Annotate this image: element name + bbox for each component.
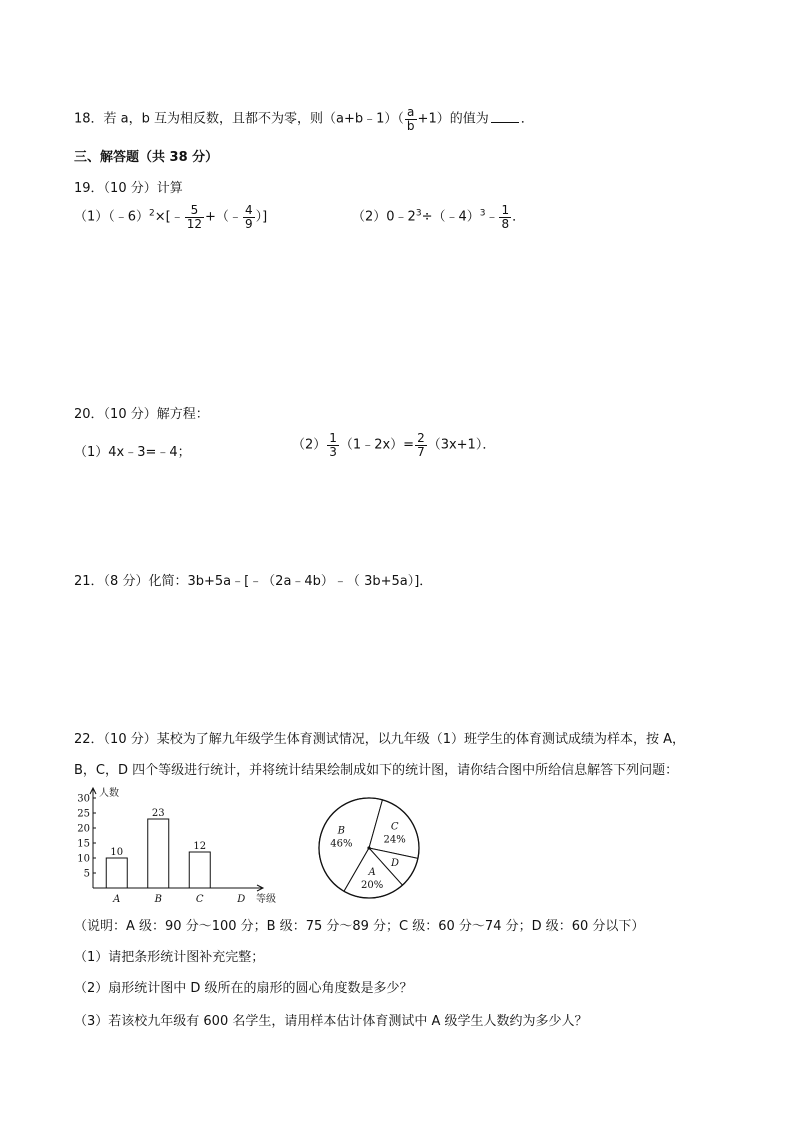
q19-p2-text-d: ．	[512, 209, 526, 225]
q19-p1-f2-num: 4	[244, 203, 253, 217]
q18-fraction	[405, 106, 417, 132]
q22-sub3: （3）若该校九年级有 600 名学生，请用样本估计体育测试中 A 级学生人数约为多少人？	[74, 1014, 588, 1029]
pie-chart	[312, 788, 432, 908]
q20-p2-text-a: （2）	[292, 437, 327, 453]
q19-p2-exponent-1: 3	[415, 208, 422, 219]
q18-line	[74, 106, 534, 132]
x-tick-label-C: C	[195, 894, 204, 905]
q19-p2-text-c: ﹣	[485, 209, 499, 225]
x-axis-label: 等级	[256, 894, 276, 905]
q22-sub1: （1）请把条形统计图补充完整；	[74, 950, 265, 965]
q20-p2-f2-num: 2	[417, 431, 425, 445]
q19-p2-text-a: （2）0﹣2	[352, 209, 416, 225]
x-tick-label-B: B	[154, 894, 162, 905]
bar-chart	[70, 785, 290, 910]
q21-line: 21．（8 分）化简：3b+5a﹣[﹣（2a﹣4b）﹣（ 3b+5a）]．	[74, 574, 433, 589]
bar-data-label-C: 12	[193, 841, 207, 852]
q18-number: 18．	[74, 111, 104, 127]
q19-p1-fraction-2	[243, 204, 255, 230]
y-tick-label: 15	[77, 838, 90, 850]
q22-sub2: （2）扇形统计图中 D 级所在的扇形的圆心角度数是多少？	[74, 981, 413, 996]
y-axis-label: 人数	[99, 788, 119, 799]
q19-header: 19．（10 分）计算	[74, 181, 183, 196]
section3-title: 三、解答题（共 38 分）	[74, 150, 219, 165]
pie-label-A: A	[368, 866, 376, 878]
q20-p2-f2-den: 7	[417, 444, 425, 459]
q20-p2-text-b: （1﹣2x）=	[339, 437, 415, 453]
q19-p2-fraction	[499, 204, 511, 230]
q19-p2-exponent-2: 3	[479, 208, 486, 219]
pie-label-C: C	[390, 821, 399, 833]
q20-p2-f1-den: 3	[329, 444, 337, 459]
q18-frac-num: a	[405, 106, 417, 120]
q18-text-b: +1）的值为	[417, 111, 489, 127]
q19-p1-exponent: 2	[149, 208, 155, 219]
y-tick-label: 10	[77, 853, 90, 865]
q19-p1-text-a: （1）（﹣6）	[74, 209, 150, 225]
q22-note: （说明：A 级：90 分～100 分；B 级：75 分～89 分；C 级：60 分～74 分；D 级：60 分以下）	[74, 919, 645, 934]
pie-label-B: B	[337, 825, 346, 837]
bar-C	[189, 852, 210, 888]
q19-p1-fraction-1	[185, 204, 204, 230]
q19-p1-text-d: ）]	[255, 209, 268, 225]
q20-header: 20．（10 分）解方程：	[74, 407, 209, 422]
q19-part2	[352, 204, 525, 230]
bar-data-label-B: 23	[151, 808, 165, 819]
q18-text-a: 若 a，b 互为相反数，且都不为零，则（a+b﹣1）（	[103, 111, 404, 127]
x-tick-label-D: D	[237, 894, 246, 905]
q19-p1-text-b: ×[﹣	[154, 209, 184, 225]
q22-line1: 22．（10 分）某校为了解九年级学生体育测试情况，以九年级（1）班学生的体育测试成绩为样本，按 A，	[74, 732, 686, 747]
y-tick-label: 20	[77, 823, 90, 835]
q18-text-c: ．	[520, 111, 534, 127]
q20-part1: （1）4x﹣3=﹣4；	[74, 445, 191, 460]
q19-part1	[74, 204, 267, 230]
bar-B	[148, 819, 169, 888]
pie-center-dot	[367, 846, 370, 849]
q22-line2: B，C，D 四个等级进行统计，并将统计结果绘制成如下的统计图，请你结合图中所给信息解答下列问题：	[74, 763, 679, 778]
pie-label-D: D	[390, 858, 399, 869]
q19-p1-f2-den: 9	[244, 216, 253, 231]
q19-p1-f1-den: 12	[186, 216, 203, 231]
q19-p2-f-num: 1	[501, 203, 510, 217]
y-tick-label: 25	[77, 808, 90, 820]
q20-p2-text-c: （3x+1）．	[427, 437, 496, 453]
q20-part2	[292, 432, 495, 458]
q18-answer-blank	[491, 110, 519, 123]
q19-p1-text-c: +（﹣	[205, 209, 242, 225]
pie-percent-B: 46%	[330, 838, 353, 850]
pie-percent-A: 20%	[361, 879, 384, 891]
y-tick-label: 5	[83, 868, 90, 880]
q19-p1-f1-num: 5	[185, 204, 204, 218]
q20-p2-f1-num: 1	[329, 431, 337, 445]
q20-p2-fraction-2	[415, 432, 427, 458]
y-tick-label: 30	[77, 793, 90, 805]
q19-p2-f-den: 8	[501, 216, 510, 231]
q19-p2-text-b: ÷（﹣4）	[421, 209, 480, 225]
bar-A	[106, 858, 127, 888]
q18-frac-den: b	[406, 118, 415, 133]
pie-percent-C: 24%	[383, 834, 406, 846]
bar-data-label-A: 10	[110, 847, 124, 858]
q20-p2-fraction-1	[327, 432, 339, 458]
x-tick-label-A: A	[113, 894, 121, 905]
